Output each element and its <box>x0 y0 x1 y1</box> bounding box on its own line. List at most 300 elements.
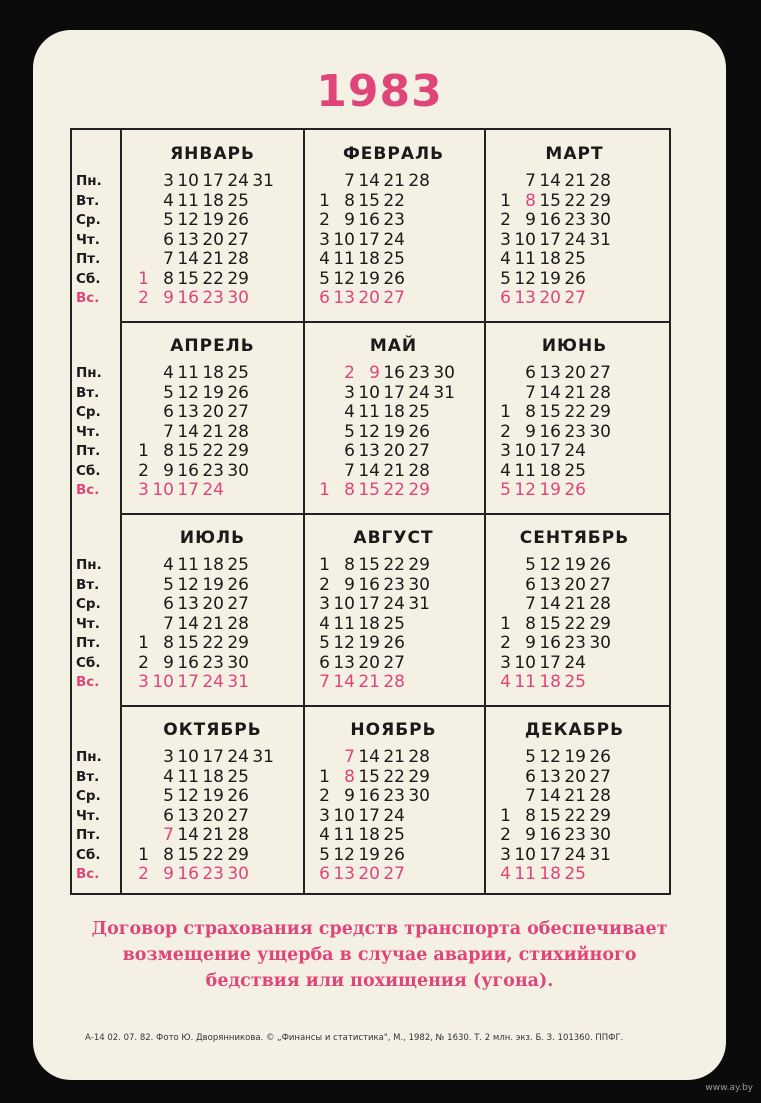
day-number: 2 <box>500 421 511 442</box>
day-number: 5 <box>163 382 174 403</box>
day-number: 7 <box>163 249 174 269</box>
day-number: 1 <box>138 268 149 289</box>
day-number: 15 <box>177 844 199 865</box>
day-number: 26 <box>227 210 249 230</box>
day-number: 9 <box>163 288 174 308</box>
day-number: 7 <box>344 460 355 481</box>
day-number: 14 <box>358 460 380 481</box>
day-number: 17 <box>383 382 405 403</box>
day-number: 16 <box>539 210 561 230</box>
day-number: 10 <box>177 171 199 191</box>
weekday-label: Вт. <box>76 768 100 785</box>
day-number: 12 <box>539 555 561 575</box>
day-number: 11 <box>514 672 536 692</box>
day-number: 14 <box>358 171 380 191</box>
day-number: 23 <box>383 574 405 595</box>
day-number: 16 <box>539 421 561 442</box>
day-number: 15 <box>358 190 380 211</box>
day-number: 29 <box>227 633 249 653</box>
day-number: 26 <box>227 786 249 806</box>
slogan-line: Договор страхования средств транспорта обеспечивает <box>91 919 668 939</box>
weekday-labels <box>76 748 120 885</box>
day-number: 6 <box>525 574 536 595</box>
day-number: 5 <box>500 268 511 289</box>
day-number: 9 <box>369 363 380 383</box>
day-number: 15 <box>539 613 561 634</box>
day-number: 13 <box>177 402 199 422</box>
day-number: 11 <box>177 555 199 575</box>
day-number: 5 <box>525 747 536 767</box>
day-number: 12 <box>333 844 355 865</box>
day-number: 4 <box>500 249 511 269</box>
day-number: 6 <box>319 652 330 673</box>
day-number: 8 <box>525 190 536 211</box>
day-number: 26 <box>227 382 249 403</box>
day-number: 27 <box>383 864 405 884</box>
day-number: 6 <box>163 805 174 826</box>
day-number: 1 <box>319 480 330 500</box>
day-number: 29 <box>589 805 611 826</box>
day-number: 10 <box>152 672 174 692</box>
weekday-label: Ср. <box>76 404 101 420</box>
day-number: 9 <box>525 421 536 442</box>
day-number: 4 <box>319 249 330 269</box>
day-number: 31 <box>433 382 455 403</box>
weekday-label: Вс. <box>76 482 100 498</box>
day-number: 16 <box>358 786 380 806</box>
day-number: 14 <box>539 171 561 191</box>
day-number: 9 <box>525 633 536 653</box>
day-number: 2 <box>319 786 330 806</box>
day-number: 25 <box>227 190 249 211</box>
day-number: 25 <box>227 555 249 575</box>
day-number: 1 <box>319 766 330 787</box>
day-number: 3 <box>500 229 511 250</box>
day-number: 4 <box>319 613 330 634</box>
day-number: 29 <box>227 268 249 289</box>
day-number: 5 <box>319 268 330 289</box>
day-number: 17 <box>539 844 561 865</box>
day-number: 26 <box>408 421 430 442</box>
weekday-label: Вс. <box>76 674 100 690</box>
day-number: 22 <box>564 190 586 211</box>
month-name: ОКТЯБРЬ <box>163 720 262 740</box>
day-number: 9 <box>344 786 355 806</box>
day-number: 26 <box>589 747 611 767</box>
day-number: 28 <box>227 613 249 634</box>
day-number: 4 <box>163 555 174 575</box>
day-number: 6 <box>319 288 330 308</box>
day-number: 30 <box>433 363 455 383</box>
day-number: 18 <box>202 190 224 211</box>
day-number: 12 <box>177 210 199 230</box>
month-6 <box>484 322 665 512</box>
day-number: 23 <box>202 460 224 481</box>
weekday-label: Вт. <box>76 384 100 401</box>
day-number: 4 <box>500 460 511 481</box>
month-5 <box>303 322 484 512</box>
day-number: 19 <box>564 555 586 575</box>
day-number: 5 <box>319 844 330 865</box>
day-number: 26 <box>564 480 586 500</box>
weekday-label: Пн. <box>76 173 102 189</box>
day-number: 22 <box>202 441 224 461</box>
day-number: 20 <box>564 363 586 383</box>
day-number: 1 <box>319 555 330 575</box>
day-number: 16 <box>177 864 199 884</box>
day-number: 7 <box>525 382 536 403</box>
month-2 <box>303 130 484 320</box>
day-number: 25 <box>564 672 586 692</box>
day-number: 8 <box>163 844 174 865</box>
day-number: 17 <box>177 480 199 500</box>
day-number: 14 <box>177 825 199 845</box>
day-number: 6 <box>500 288 511 308</box>
day-number: 10 <box>514 441 536 461</box>
day-number: 29 <box>408 480 430 500</box>
weekday-label: Пн. <box>76 557 102 573</box>
day-number: 19 <box>564 747 586 767</box>
weekday-labels <box>76 556 120 693</box>
day-number: 20 <box>539 288 561 308</box>
month-10 <box>122 706 303 896</box>
day-number: 21 <box>383 460 405 481</box>
day-number: 27 <box>408 441 430 461</box>
month-name: МАРТ <box>545 144 604 164</box>
day-number: 20 <box>564 574 586 595</box>
day-number: 22 <box>564 402 586 422</box>
month-name: АПРЕЛЬ <box>170 336 255 356</box>
day-number: 30 <box>227 864 249 884</box>
day-number: 21 <box>564 171 586 191</box>
day-number: 24 <box>202 480 224 500</box>
weekday-label: Ср. <box>76 788 101 804</box>
weekday-label: Чт. <box>76 615 100 632</box>
day-number: 9 <box>163 864 174 884</box>
day-number: 17 <box>539 441 561 461</box>
day-number: 1 <box>319 190 330 211</box>
day-number: 17 <box>358 229 380 250</box>
day-number: 18 <box>358 613 380 634</box>
day-number: 19 <box>358 268 380 289</box>
day-number: 21 <box>564 594 586 614</box>
day-number: 11 <box>333 249 355 269</box>
weekday-label: Сб. <box>76 654 101 671</box>
day-number: 18 <box>358 825 380 845</box>
day-number: 4 <box>344 402 355 422</box>
day-number: 13 <box>333 288 355 308</box>
day-number: 29 <box>589 402 611 422</box>
day-number: 15 <box>358 480 380 500</box>
day-number: 5 <box>344 421 355 442</box>
day-number: 19 <box>202 210 224 230</box>
day-number: 28 <box>589 786 611 806</box>
day-number: 30 <box>408 574 430 595</box>
day-number: 13 <box>177 594 199 614</box>
day-number: 15 <box>539 190 561 211</box>
day-number: 8 <box>344 480 355 500</box>
day-number: 29 <box>408 766 430 787</box>
day-number: 22 <box>202 268 224 289</box>
weekday-label: Пт. <box>76 443 101 459</box>
day-number: 15 <box>358 766 380 787</box>
day-number: 2 <box>344 363 355 383</box>
day-number: 20 <box>202 402 224 422</box>
day-number: 16 <box>358 574 380 595</box>
day-number: 1 <box>500 190 511 211</box>
day-number: 2 <box>500 825 511 845</box>
day-number: 2 <box>500 633 511 653</box>
day-number: 4 <box>163 766 174 787</box>
day-number: 31 <box>589 844 611 865</box>
day-number: 27 <box>227 229 249 250</box>
day-number: 13 <box>514 288 536 308</box>
day-number: 28 <box>589 382 611 403</box>
day-number: 25 <box>564 460 586 481</box>
day-number: 18 <box>539 672 561 692</box>
day-number: 7 <box>163 613 174 634</box>
day-number: 23 <box>564 825 586 845</box>
day-number: 31 <box>252 747 274 767</box>
day-number: 8 <box>344 190 355 211</box>
day-number: 16 <box>358 210 380 230</box>
day-number: 7 <box>525 786 536 806</box>
day-number: 25 <box>227 766 249 787</box>
day-number: 8 <box>163 268 174 289</box>
day-number: 24 <box>564 441 586 461</box>
month-name: СЕНТЯБРЬ <box>519 528 630 548</box>
month-name: ФЕВРАЛЬ <box>342 144 445 164</box>
day-number: 21 <box>202 249 224 269</box>
day-number: 30 <box>589 210 611 230</box>
calendar-grid <box>70 128 671 895</box>
day-number: 26 <box>589 555 611 575</box>
day-number: 11 <box>333 825 355 845</box>
weekday-label: Пт. <box>76 251 101 267</box>
day-number: 19 <box>358 633 380 653</box>
weekday-label: Чт. <box>76 807 100 824</box>
day-number: 29 <box>227 441 249 461</box>
day-number: 4 <box>163 363 174 383</box>
day-number: 3 <box>500 441 511 461</box>
day-number: 28 <box>589 171 611 191</box>
day-number: 28 <box>383 672 405 692</box>
day-number: 7 <box>319 672 330 692</box>
day-number: 22 <box>202 633 224 653</box>
day-number: 3 <box>500 652 511 673</box>
month-name: ИЮНЬ <box>541 336 608 356</box>
day-number: 17 <box>358 594 380 614</box>
day-number: 23 <box>383 786 405 806</box>
day-number: 20 <box>564 766 586 787</box>
day-number: 9 <box>344 210 355 230</box>
day-number: 14 <box>539 382 561 403</box>
day-number: 5 <box>500 480 511 500</box>
day-number: 29 <box>408 555 430 575</box>
day-number: 25 <box>408 402 430 422</box>
weekday-label: Вт. <box>76 192 100 209</box>
month-8 <box>303 514 484 704</box>
day-number: 12 <box>514 480 536 500</box>
day-number: 21 <box>564 786 586 806</box>
day-number: 12 <box>539 747 561 767</box>
weekday-label: Пн. <box>76 365 102 381</box>
day-number: 29 <box>589 190 611 211</box>
day-number: 21 <box>358 672 380 692</box>
day-number: 26 <box>383 633 405 653</box>
day-number: 20 <box>202 805 224 826</box>
day-number: 11 <box>177 363 199 383</box>
month-name: ЯНВАРЬ <box>170 144 255 164</box>
day-number: 11 <box>514 249 536 269</box>
day-number: 22 <box>383 190 405 211</box>
day-number: 26 <box>383 844 405 865</box>
day-number: 3 <box>138 480 149 500</box>
day-number: 10 <box>177 747 199 767</box>
day-number: 7 <box>344 747 355 767</box>
day-number: 19 <box>202 574 224 595</box>
day-number: 16 <box>539 633 561 653</box>
day-number: 28 <box>227 249 249 269</box>
day-number: 25 <box>564 249 586 269</box>
day-number: 27 <box>227 594 249 614</box>
weekday-label: Ср. <box>76 596 101 612</box>
day-number: 1 <box>500 805 511 826</box>
day-number: 13 <box>177 229 199 250</box>
month-11 <box>303 706 484 896</box>
day-number: 14 <box>539 594 561 614</box>
day-number: 8 <box>163 441 174 461</box>
day-number: 19 <box>539 268 561 289</box>
day-number: 9 <box>344 574 355 595</box>
day-number: 8 <box>525 402 536 422</box>
day-number: 13 <box>539 574 561 595</box>
day-number: 5 <box>525 555 536 575</box>
weekday-label: Пт. <box>76 827 101 843</box>
day-number: 25 <box>383 825 405 845</box>
day-number: 15 <box>539 402 561 422</box>
calendar-card <box>33 30 726 1080</box>
day-number: 3 <box>500 844 511 865</box>
day-number: 25 <box>227 363 249 383</box>
month-name: МАЙ <box>369 336 418 356</box>
day-number: 30 <box>589 421 611 442</box>
day-number: 16 <box>177 288 199 308</box>
day-number: 9 <box>163 652 174 673</box>
day-number: 31 <box>227 672 249 692</box>
day-number: 31 <box>589 229 611 250</box>
day-number: 7 <box>163 825 174 845</box>
day-number: 8 <box>525 805 536 826</box>
day-number: 2 <box>138 460 149 481</box>
day-number: 24 <box>227 747 249 767</box>
day-number: 30 <box>589 633 611 653</box>
day-number: 26 <box>227 574 249 595</box>
day-number: 16 <box>177 652 199 673</box>
day-number: 12 <box>514 268 536 289</box>
day-number: 22 <box>383 766 405 787</box>
weekday-label: Ср. <box>76 212 101 228</box>
day-number: 18 <box>539 864 561 884</box>
day-number: 28 <box>408 460 430 481</box>
day-number: 3 <box>319 805 330 826</box>
print-imprint: А-14 02. 07. 82. Фото Ю. Дворянникова. © „Финансы и статистика", М., 1982, № 1630. Т. 2 млн. экз. Б. З. 101360. ППФГ. <box>85 1033 624 1043</box>
day-number: 10 <box>514 652 536 673</box>
day-number: 13 <box>539 766 561 787</box>
day-number: 12 <box>333 268 355 289</box>
day-number: 11 <box>514 864 536 884</box>
day-number: 1 <box>500 613 511 634</box>
day-number: 27 <box>589 574 611 595</box>
day-number: 8 <box>163 633 174 653</box>
weekday-label: Чт. <box>76 231 100 248</box>
day-number: 4 <box>163 190 174 211</box>
day-number: 24 <box>564 229 586 250</box>
day-number: 14 <box>539 786 561 806</box>
year-title: 1983 <box>316 66 443 117</box>
day-number: 27 <box>227 805 249 826</box>
weekday-label: Сб. <box>76 462 101 479</box>
month-4 <box>122 322 303 512</box>
day-number: 22 <box>383 555 405 575</box>
day-number: 12 <box>177 574 199 595</box>
insurance-slogan <box>53 916 706 994</box>
day-number: 6 <box>525 363 536 383</box>
day-number: 18 <box>202 363 224 383</box>
day-number: 20 <box>202 229 224 250</box>
day-number: 19 <box>202 382 224 403</box>
day-number: 23 <box>202 652 224 673</box>
weekday-label: Вт. <box>76 576 100 593</box>
day-number: 13 <box>333 652 355 673</box>
day-number: 4 <box>319 825 330 845</box>
day-number: 31 <box>408 594 430 614</box>
day-number: 7 <box>163 421 174 442</box>
day-number: 17 <box>202 747 224 767</box>
day-number: 8 <box>344 766 355 787</box>
day-number: 16 <box>539 825 561 845</box>
slogan-line: бедствия или похищения (угона). <box>205 971 554 991</box>
day-number: 29 <box>227 844 249 865</box>
day-number: 17 <box>358 805 380 826</box>
day-number: 12 <box>177 382 199 403</box>
day-number: 21 <box>564 382 586 403</box>
day-number: 24 <box>383 594 405 614</box>
day-number: 11 <box>333 613 355 634</box>
day-number: 30 <box>227 652 249 673</box>
day-number: 13 <box>177 805 199 826</box>
month-12 <box>484 706 665 896</box>
day-number: 4 <box>500 672 511 692</box>
day-number: 22 <box>564 613 586 634</box>
day-number: 26 <box>383 268 405 289</box>
day-number: 27 <box>564 288 586 308</box>
month-1 <box>122 130 303 320</box>
day-number: 3 <box>163 171 174 191</box>
day-number: 15 <box>177 633 199 653</box>
day-number: 4 <box>500 864 511 884</box>
day-number: 22 <box>383 480 405 500</box>
day-number: 15 <box>358 555 380 575</box>
day-number: 18 <box>383 402 405 422</box>
day-number: 10 <box>333 805 355 826</box>
day-number: 22 <box>202 844 224 865</box>
day-number: 16 <box>177 460 199 481</box>
month-9 <box>484 514 665 704</box>
day-number: 15 <box>539 805 561 826</box>
day-number: 24 <box>383 229 405 250</box>
weekday-label: Вс. <box>76 290 100 306</box>
